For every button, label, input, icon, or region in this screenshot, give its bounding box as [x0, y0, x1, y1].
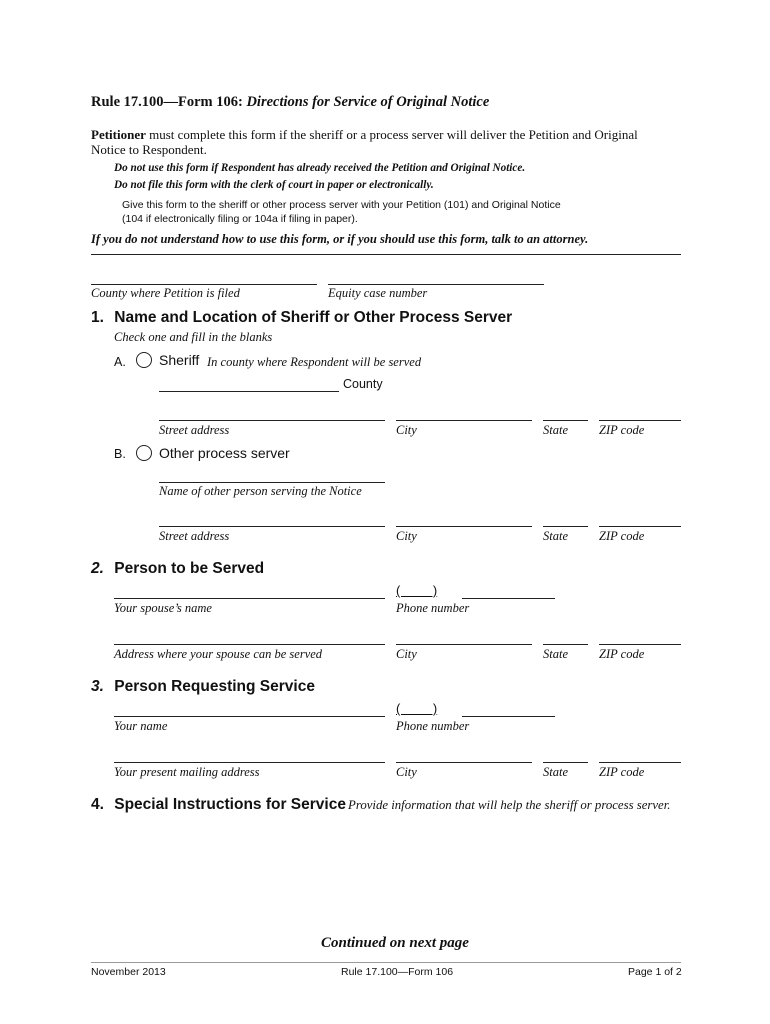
sheriff-county-field[interactable]: [159, 391, 339, 392]
your-city-field[interactable]: [396, 762, 532, 763]
sheriff-state-field[interactable]: [543, 420, 588, 421]
other-name-field[interactable]: [159, 482, 385, 483]
phone-label: Phone number: [396, 719, 470, 733]
equity-case-field[interactable]: [328, 284, 544, 285]
section-4-note: Provide information that will help the sheriff or process server.: [348, 798, 671, 812]
rule-form-label: Rule 17.100—Form 106:: [91, 94, 243, 110]
other-server-label: Other process server: [159, 445, 290, 461]
footer-page-number: Page 1 of 2: [628, 966, 682, 978]
other-zip-field[interactable]: [599, 526, 681, 527]
section-3-number: 3.: [91, 678, 104, 695]
zip-label: ZIP code: [599, 647, 645, 661]
your-state-field[interactable]: [543, 762, 588, 763]
section-3-heading: [91, 678, 315, 696]
special-instructions-area[interactable]: [91, 818, 681, 930]
your-zip-field[interactable]: [599, 762, 681, 763]
section-4-title: Special Instructions for Service: [114, 796, 346, 813]
note-do-not-file: Do not file this form with the clerk of court in paper or electronically.: [114, 179, 434, 191]
form-title: Directions for Service of Original Notice: [246, 94, 490, 110]
spouse-name-field[interactable]: [114, 598, 385, 599]
spouse-name-label: Your spouse’s name: [114, 601, 212, 615]
option-a-letter: A.: [114, 355, 126, 369]
mailing-address-field[interactable]: [114, 762, 385, 763]
phone-label: Phone number: [396, 601, 470, 615]
other-street-field[interactable]: [159, 526, 385, 527]
footer-date: November 2013: [91, 966, 166, 978]
section-4-number: 4.: [91, 796, 104, 813]
spouse-state-field[interactable]: [543, 644, 588, 645]
section-2-number: 2.: [91, 560, 104, 577]
intro-paragraph: [91, 127, 661, 157]
city-label: City: [396, 423, 417, 437]
section-4-heading: [91, 796, 346, 814]
phone-area-code: ( ): [396, 701, 438, 716]
sheriff-city-field[interactable]: [396, 420, 532, 421]
section-1-instruction: Check one and fill in the blanks: [114, 330, 273, 344]
phone-area-code: ( ): [396, 583, 438, 598]
spouse-city-field[interactable]: [396, 644, 532, 645]
state-label: State: [543, 529, 568, 543]
sheriff-street-field[interactable]: [159, 420, 385, 421]
section-3-title: Person Requesting Service: [114, 678, 315, 695]
give-instructions-1: Give this form to the sheriff or other process server with your Petition (101) and Original Notice: [122, 199, 561, 211]
city-label: City: [396, 647, 417, 661]
option-b-letter: B.: [114, 447, 126, 461]
section-2-title: Person to be Served: [114, 560, 265, 577]
sheriff-radio[interactable]: [136, 352, 152, 368]
state-label: State: [543, 647, 568, 661]
section-2-heading: [91, 560, 264, 578]
section-1-heading: [91, 309, 512, 327]
zip-label: ZIP code: [599, 529, 645, 543]
spouse-address-label: Address where your spouse can be served: [114, 647, 323, 661]
county-field[interactable]: [91, 284, 317, 285]
continued-note: Continued on next page: [321, 935, 469, 951]
other-name-label: Name of other person serving the Notice: [159, 484, 362, 498]
footer-divider: [91, 962, 681, 963]
city-label: City: [396, 765, 417, 779]
sheriff-note: In county where Respondent will be served: [207, 355, 422, 369]
other-state-field[interactable]: [543, 526, 588, 527]
zip-label: ZIP code: [599, 423, 645, 437]
attorney-warning: If you do not understand how to use this form, or if you should use this form, talk to an attorney.: [91, 232, 589, 246]
header-divider: [91, 254, 681, 255]
city-label: City: [396, 529, 417, 543]
other-city-field[interactable]: [396, 526, 532, 527]
county-label: County where Petition is filed: [91, 286, 240, 300]
your-name-label: Your name: [114, 719, 168, 733]
state-label: State: [543, 765, 568, 779]
section-1-title: Name and Location of Sheriff or Other Process Server: [114, 309, 513, 326]
county-word: County: [343, 377, 383, 391]
give-instructions-2: (104 if electronically filing or 104a if filing in paper).: [122, 213, 358, 225]
petitioner-label: Petitioner: [91, 127, 146, 142]
sheriff-zip-field[interactable]: [599, 420, 681, 421]
street-address-label: Street address: [159, 423, 230, 437]
spouse-phone-field[interactable]: [462, 598, 555, 599]
your-phone-field[interactable]: [462, 716, 555, 717]
your-name-field[interactable]: [114, 716, 385, 717]
street-address-label: Street address: [159, 529, 230, 543]
other-server-radio[interactable]: [136, 445, 152, 461]
mailing-address-label: Your present mailing address: [114, 765, 260, 779]
equity-label: Equity case number: [328, 286, 428, 300]
section-1-number: 1.: [91, 309, 104, 326]
spouse-address-field[interactable]: [114, 644, 385, 645]
state-label: State: [543, 423, 568, 437]
note-do-not-use: Do not use this form if Respondent has already received the Petition and Original Notice.: [114, 162, 526, 174]
footer-form-number: Rule 17.100—Form 106: [341, 966, 454, 978]
intro-text: must complete this form if the sheriff or a process server will deliver the Petition and Original Notice to Respondent.: [91, 127, 638, 157]
spouse-zip-field[interactable]: [599, 644, 681, 645]
zip-label: ZIP code: [599, 765, 645, 779]
sheriff-label: Sheriff: [159, 352, 200, 368]
page-title: [91, 94, 489, 111]
